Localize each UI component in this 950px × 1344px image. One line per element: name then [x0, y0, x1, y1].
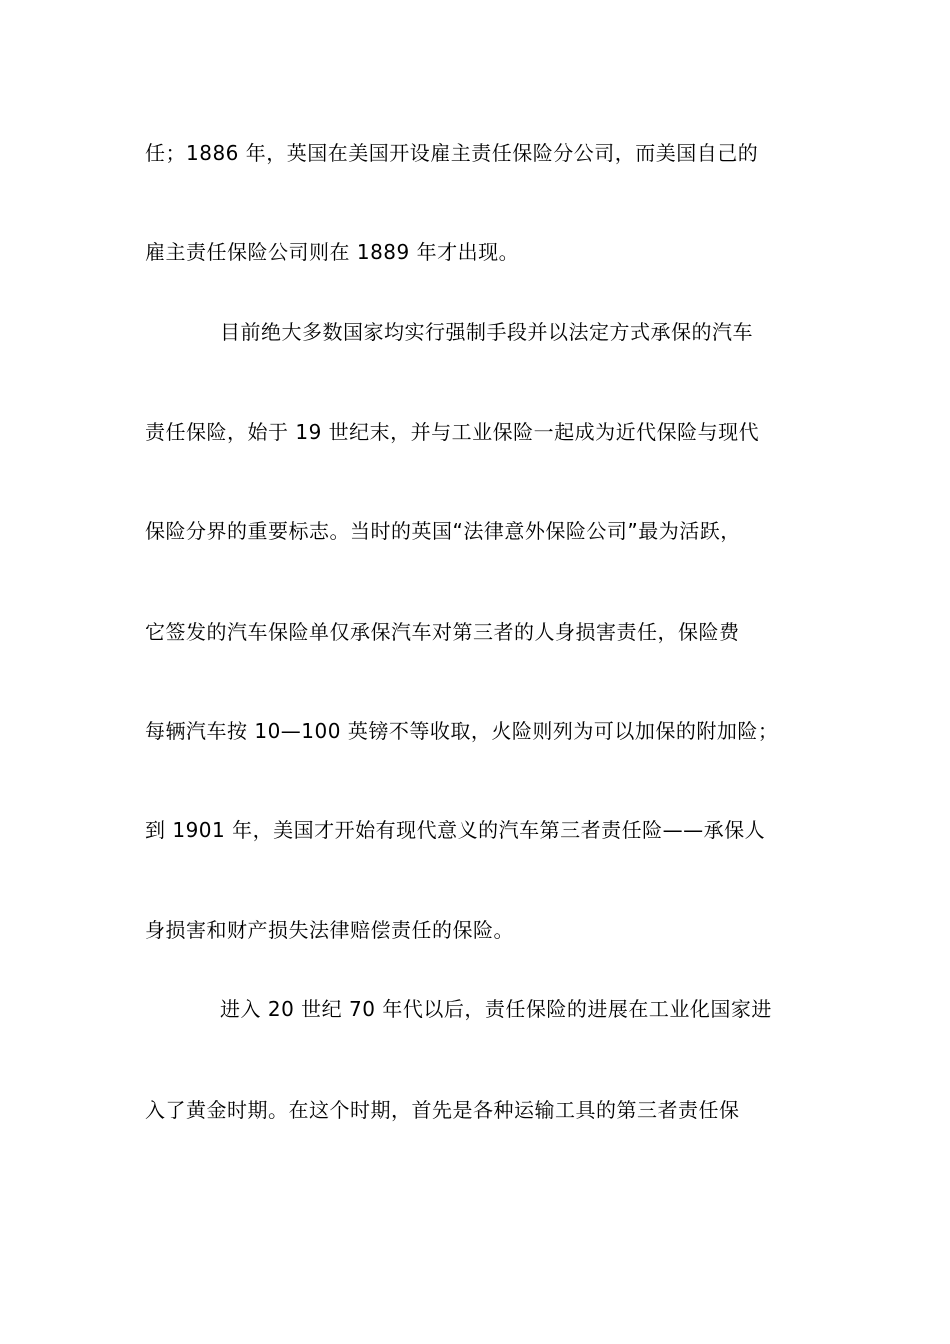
text-line: 每辆汽车按 10—100 英镑不等收取，火险则列为可以加保的附加险；: [145, 719, 779, 743]
text-line: 保险分界的重要标志。当时的英国“法律意外保险公司”最为活跃，: [145, 519, 741, 543]
text-line: 雇主责任保险公司则在 1889 年才出现。: [145, 240, 520, 264]
text-line: 入了黄金时期。在这个时期，首先是各种运输工具的第三者责任保: [145, 1098, 740, 1122]
text-line: 它签发的汽车保险单仅承保汽车对第三者的人身损害责任，保险费: [145, 620, 740, 644]
paragraph-start-line: 目前绝大多数国家均实行强制手段并以法定方式承保的汽车: [220, 320, 753, 344]
paragraph-start-line: 进入 20 世纪 70 年代以后，责任保险的进展在工业化国家进: [220, 997, 772, 1021]
text-line: 任；1886 年，英国在美国开设雇主责任保险分公司，而美国自己的: [145, 141, 759, 165]
text-line: 身损害和财产损失法律赔偿责任的保险。: [145, 918, 514, 942]
text-line: 到 1901 年，美国才开始有现代意义的汽车第三者责任险——承保人: [145, 818, 766, 842]
text-line: 责任保险，始于 19 世纪末，并与工业保险一起成为近代保险与现代: [145, 420, 760, 444]
